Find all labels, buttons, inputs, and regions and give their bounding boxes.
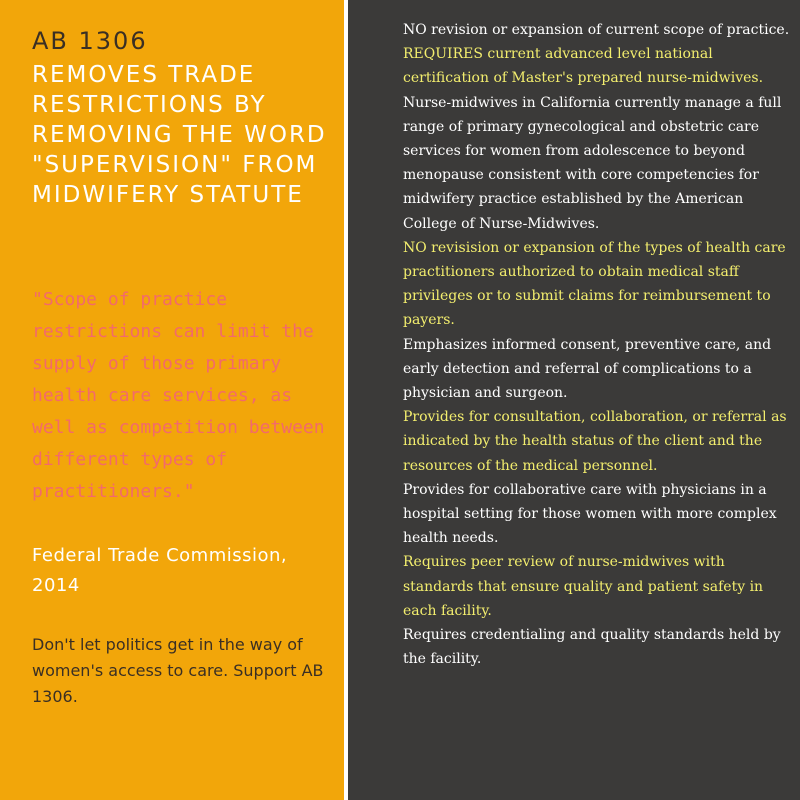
provision-item: Requires peer review of nurse-midwives with standards that ensure quality and patient safety in each facility. [403,554,764,619]
bill-number: AB 1306 [32,27,148,55]
bill-provisions [403,18,793,671]
provision-item: Emphasizes informed consent, preventive care, and early detection and referral of complications to a physician and surgeon. [403,336,772,402]
provision-item: Nurse-midwives in California currently manage a full range of primary gynecological and obstetric care services for women from adolescence to beyond menopause consistent with core competencies for midwifery practice established by the American College of Nurse-Midwives. [403,94,782,232]
provision-item: Provides for consultation, collaboration, or referral as indicated by the health status of the client and the resources of the medical personnel. [403,409,787,474]
headline: REMOVES TRADE RESTRICTIONS BY REMOVING THE WORD "SUPERVISION" FROM MIDWIFERY STATUTE [32,62,327,208]
ftc-quote: "Scope of practice restrictions can limit the supply of those primary health care services, as well as competition between different types of practitioners." [32,289,325,502]
provision-item: REQUIRES current advanced level national certification of Master's prepared nurse-midwives. [403,46,764,87]
quote-source: Federal Trade Commission, 2014 [32,545,288,596]
call-to-action: Don't let politics get in the way of women's access to care. Support AB 1306. [32,635,324,706]
provision-item: NO revisision or expansion of the types of health care practitioners authorized to obtain medical staff privileges or to submit claims for reimbursement to payers. [403,239,786,329]
provision-item: Requires credentialing and quality standards held by the facility. [403,627,781,668]
provision-item: Provides for collaborative care with physicians in a hospital setting for those women with more complex health needs. [403,481,777,547]
left-panel [0,0,344,800]
provision-item: NO revision or expansion of current scope of practice. [403,22,790,38]
